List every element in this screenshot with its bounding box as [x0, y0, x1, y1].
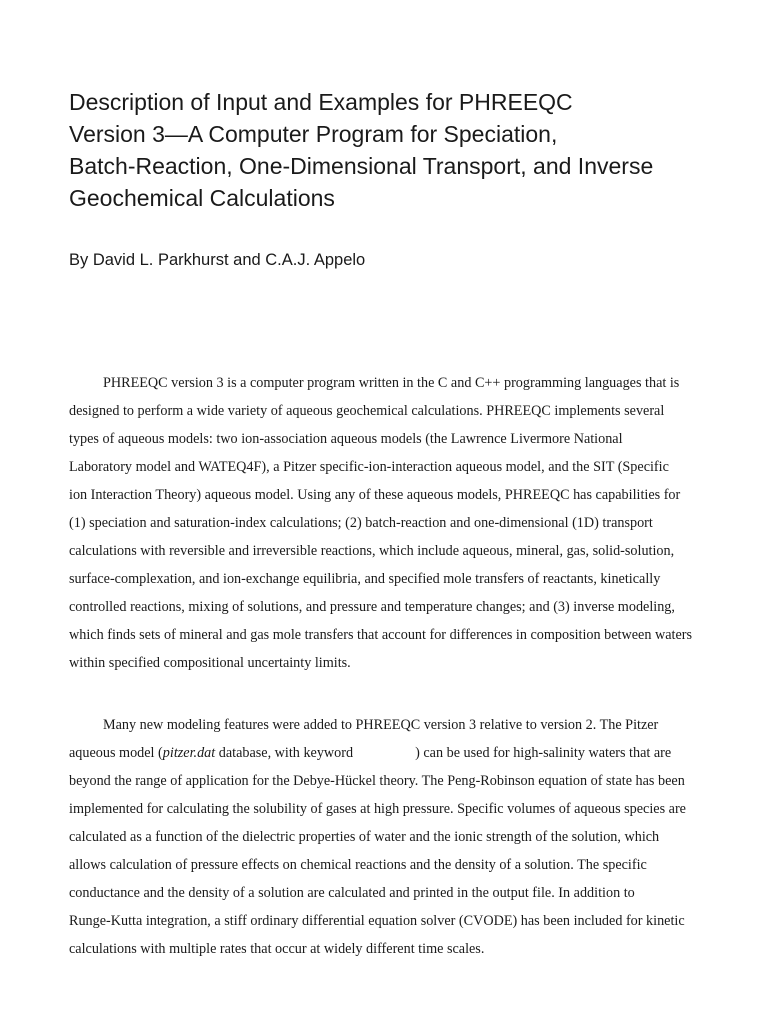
paragraph-line: allows calculation of pressure effects on chemical reactions and the density of a solution. The specific [69, 857, 647, 873]
document-title [69, 86, 729, 214]
author-byline: By David L. Parkhurst and C.A.J. Appelo [69, 251, 366, 269]
paragraph-line [69, 739, 719, 767]
paragraph-line: Runge-Kutta integration, a stiff ordinary differential equation solver (CVODE) has been included for kinetic [69, 913, 685, 929]
paragraph-line: controlled reactions, mixing of solutions, and pressure and temperature changes; and (3) inverse modeling, [69, 599, 675, 615]
paragraph-line: beyond the range of application for the Debye-Hückel theory. The Peng-Robinson equation of state has been [69, 773, 685, 789]
title-line: Description of Input and Examples for PHREEQC [69, 89, 573, 115]
paragraph-line: (1) speciation and saturation-index calculations; (2) batch-reaction and one-dimensional (1D) transport [69, 515, 653, 531]
database-filename: pitzer.dat [162, 745, 216, 761]
title-line: Geochemical Calculations [69, 185, 335, 211]
paragraph-line: which finds sets of mineral and gas mole transfers that account for differences in composition between waters [69, 627, 693, 643]
abstract-paragraph-2 [69, 711, 719, 963]
paragraph-line: calculated as a function of the dielectric properties of water and the ionic strength of the solution, which [69, 829, 660, 845]
paragraph-line: designed to perform a wide variety of aqueous geochemical calculations. PHREEQC implements several [69, 403, 665, 419]
title-line: Batch-Reaction, One-Dimensional Transport, and Inverse [69, 153, 654, 179]
paragraph-text: aqueous model ( [69, 745, 163, 761]
paragraph-line: implemented for calculating the solubility of gases at high pressure. Specific volumes of aqueous species are [69, 801, 686, 817]
paragraph-line: types of aqueous models: two ion-association aqueous models (the Lawrence Livermore National [69, 431, 623, 447]
paragraph-text: database, with keyword [215, 745, 354, 761]
paragraph-text: ) can be used for high-salinity waters that are [415, 745, 672, 761]
paragraph-line: PHREEQC version 3 is a computer program written in the C and C++ programming languages that is [103, 375, 680, 391]
paragraph-line: Many new modeling features were added to PHREEQC version 3 relative to version 2. The Pitzer [103, 717, 659, 733]
paragraph-line: calculations with reversible and irreversible reactions, which include aqueous, mineral, gas, solid-solution, [69, 543, 675, 559]
paragraph-line: Laboratory model and WATEQ4F), a Pitzer specific-ion-interaction aqueous model, and the SIT (Specific [69, 459, 669, 475]
paragraph-line: surface-complexation, and ion-exchange equilibria, and specified mole transfers of reactants, kinetically [69, 571, 661, 587]
paragraph-line: conductance and the density of a solution are calculated and printed in the output file. In addition to [69, 885, 635, 901]
title-line: Version 3—A Computer Program for Speciation, [69, 121, 558, 147]
abstract-paragraph-1 [69, 369, 719, 677]
paragraph-line: ion Interaction Theory) aqueous model. Using any of these aqueous models, PHREEQC has capabilities for [69, 487, 681, 503]
paragraph-line: calculations with multiple rates that occur at widely different time scales. [69, 941, 485, 957]
paragraph-line: within specified compositional uncertainty limits. [69, 655, 351, 671]
